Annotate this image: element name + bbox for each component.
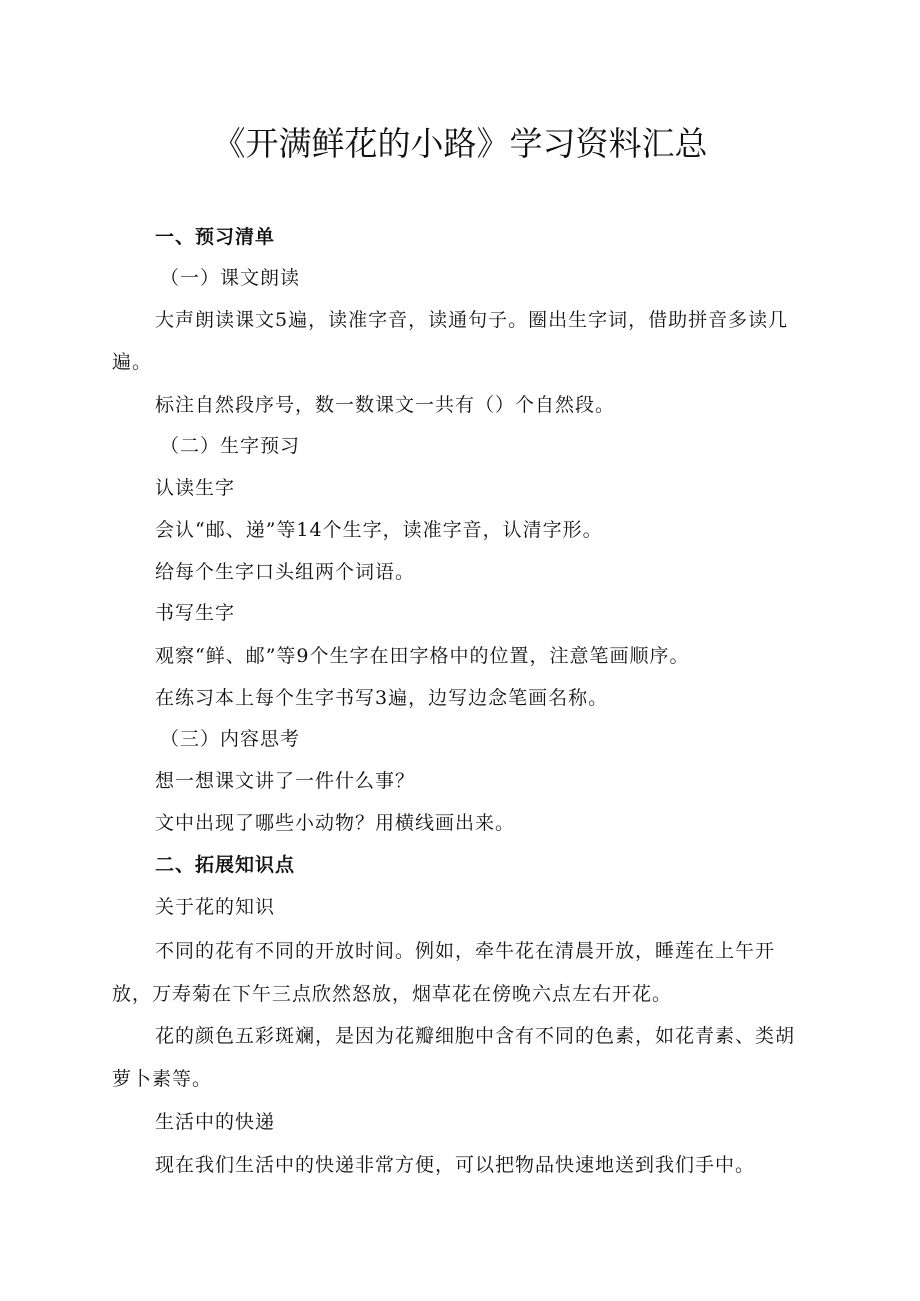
paragraph-line: 想一想课文讲了一件什么事？ — [155, 770, 416, 792]
paragraph-line: 书写生字 — [155, 602, 236, 624]
paragraph-line: 关于花的知识 — [155, 896, 276, 918]
paragraph-line: 放，万寿菊在下午三点欣然怒放，烟草花在傍晚六点左右开花。 — [112, 983, 673, 1005]
paragraph-line: 标注自然段序号，数一数课文一共有（）个自然段。 — [155, 394, 616, 416]
paragraph-line: 现在我们生活中的快递非常方便，可以把物品快速地送到我们手中。 — [155, 1154, 756, 1176]
section-heading-extension: 二、拓展知识点 — [155, 854, 296, 876]
paragraph-line: 给每个生字口头组两个词语。 — [155, 561, 416, 583]
paragraph-line: 观察“鲜、邮”等9个生字在田字格中的位置，注意笔画顺序。 — [155, 645, 690, 667]
subsection-heading-characters: （二）生字预习 — [160, 435, 301, 457]
paragraph-line: 认读生字 — [155, 477, 236, 499]
paragraph-line: 花的颜色五彩斑斓，是因为花瓣细胞中含有不同的色素，如花青素、类胡 — [155, 1025, 796, 1047]
paragraph-line: 大声朗读课文5遍，读准字音，读通句子。圈出生字词，借助拼音多读几 — [155, 309, 789, 331]
section-heading-preview-list: 一、预习清单 — [155, 226, 276, 248]
subsection-heading-reading: （一）课文朗读 — [160, 267, 301, 289]
paragraph-line: 遍。 — [112, 351, 153, 373]
paragraph-line: 文中出现了哪些小动物？用横线画出来。 — [155, 812, 516, 834]
paragraph-line: 不同的花有不同的开放时间。例如，牵牛花在清晨开放，睡莲在上午开 — [155, 940, 776, 962]
document-title: 《开满鲜花的小路》学习资料汇总 — [212, 124, 708, 163]
paragraph-line: 在练习本上每个生字书写3遍，边写边念笔画名称。 — [155, 687, 609, 709]
paragraph-line: 会认“邮、递”等14个生字，读准字音，认清字形。 — [155, 519, 603, 541]
subsection-heading-content: （三）内容思考 — [160, 728, 301, 750]
paragraph-line: 生活中的快递 — [155, 1111, 276, 1133]
paragraph-line: 萝卜素等。 — [112, 1068, 213, 1090]
